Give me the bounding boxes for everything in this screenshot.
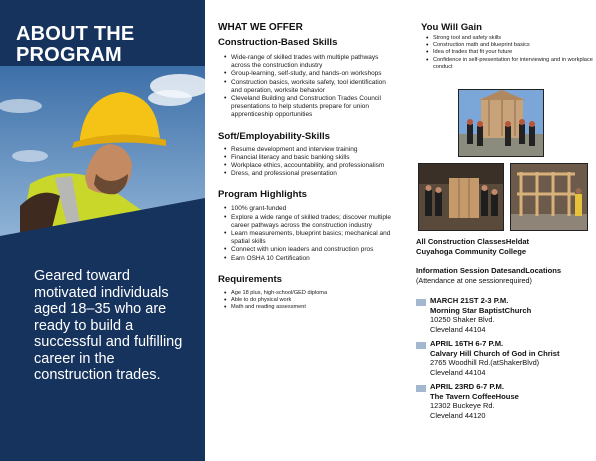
list-item: • Connect with union leaders and construction pros [231, 246, 393, 254]
session-date: APRIL 23RD 6-7 P.M. [430, 382, 504, 391]
session-street: 2765 Woodhill Rd.(atShakerBlvd) [430, 358, 540, 368]
session-venue: Morning Star BaptistChurch [430, 305, 532, 315]
list-item: • Resume development and interview training [231, 146, 393, 154]
session-2 [430, 339, 596, 377]
framing-photo [510, 163, 588, 231]
gain-list [415, 35, 593, 71]
location-line-1: All Construction ClassesHeldat [416, 237, 530, 246]
gain-title: You Will Gain [421, 22, 483, 33]
requirements-list [218, 290, 393, 312]
list-item: • Able to do physical work [231, 297, 393, 304]
gain-column [415, 22, 593, 71]
program-tagline: Geared toward motivated individuals aged 18–35 who are ready to build a successful and fulfilling career in the construction trades. [34, 268, 183, 383]
session-venue: Calvary Hill Church of God in Christ [430, 348, 560, 358]
class-location [416, 237, 594, 256]
list-item: • Construction basics, worksite safety, tool identification and operation, worksite behavior [231, 79, 393, 95]
list-item: • Earn OSHA 10 Certification [231, 255, 393, 263]
construction-list [218, 54, 393, 120]
location-line-2: Cuyahoga Community College [416, 246, 527, 256]
session-street: 12302 Buckeye Rd. [430, 401, 495, 411]
sessions-note: (Attendance at one sessionrequired) [416, 275, 532, 285]
session-3 [430, 382, 596, 420]
list-item: • Math and reading assessment [231, 304, 393, 311]
session-1 [430, 296, 596, 334]
session-city: Cleveland 44120 [430, 410, 486, 420]
soft-skills-list [218, 146, 393, 179]
worker-photo [0, 66, 205, 236]
list-item: • Wide-range of skilled trades with multiple pathways across the construction industry [231, 54, 393, 70]
list-item: • 100% grant-funded [231, 205, 393, 213]
session-city: Cleveland 44104 [430, 367, 486, 377]
offer-column [218, 22, 393, 311]
list-item: • Confidence in self-presentation for interviewing and in workplace conduct [433, 57, 593, 71]
session-marker [416, 299, 426, 306]
about-panel [0, 0, 205, 461]
session-header [416, 266, 594, 285]
session-marker [416, 385, 426, 392]
list-item: • Cleveland Building and Construction Trades Council presentations to help students prepare for union apprenticeship opportunities [231, 95, 393, 120]
students-photo [458, 89, 544, 157]
list-item: • Idea of trades that fit your future [433, 49, 593, 56]
session-street: 10250 Shaker Blvd. [430, 315, 495, 325]
list-item: • Strong tool and safety skills [433, 35, 593, 42]
construction-heading: Construction-Based Skills [218, 37, 338, 48]
workshop-photo [418, 163, 504, 231]
soft-skills-heading: Soft/Employability-Skills [218, 130, 330, 142]
list-item: • Explore a wide range of skilled trades; discover multiple career pathways across the construction industry [231, 214, 393, 230]
requirements-heading: Requirements [218, 273, 282, 285]
highlights-heading: Program Highlights [218, 189, 308, 201]
list-item: • Construction math and blueprint basics [433, 42, 593, 49]
session-date: APRIL 16TH 6-7 P.M. [430, 339, 504, 348]
list-item: • Learn measurements, blueprint basics; mechanical and spatial skills [231, 230, 393, 246]
list-item: • Age 18 plus, high-school/GED diploma [231, 290, 393, 297]
list-item: • Dress, and professional presentation [231, 170, 393, 178]
list-item: • Financial literacy and basic banking skills [231, 154, 393, 162]
offer-title: WHAT WE OFFER [218, 22, 303, 33]
session-date: MARCH 21ST 2-3 P.M. [430, 296, 509, 305]
session-city: Cleveland 44104 [430, 324, 486, 334]
about-title: ABOUT THE PROGRAM [16, 23, 135, 66]
list-item: • Workplace ethics, accountability, and professionalism [231, 162, 393, 170]
sessions-heading: Information Session DatesandLocations [416, 266, 562, 275]
highlights-list [218, 205, 393, 262]
session-marker [416, 342, 426, 349]
session-venue: The Tavern CoffeeHouse [430, 391, 519, 401]
list-item: • Group-learning, self-study, and hands-on workshops [231, 70, 393, 78]
